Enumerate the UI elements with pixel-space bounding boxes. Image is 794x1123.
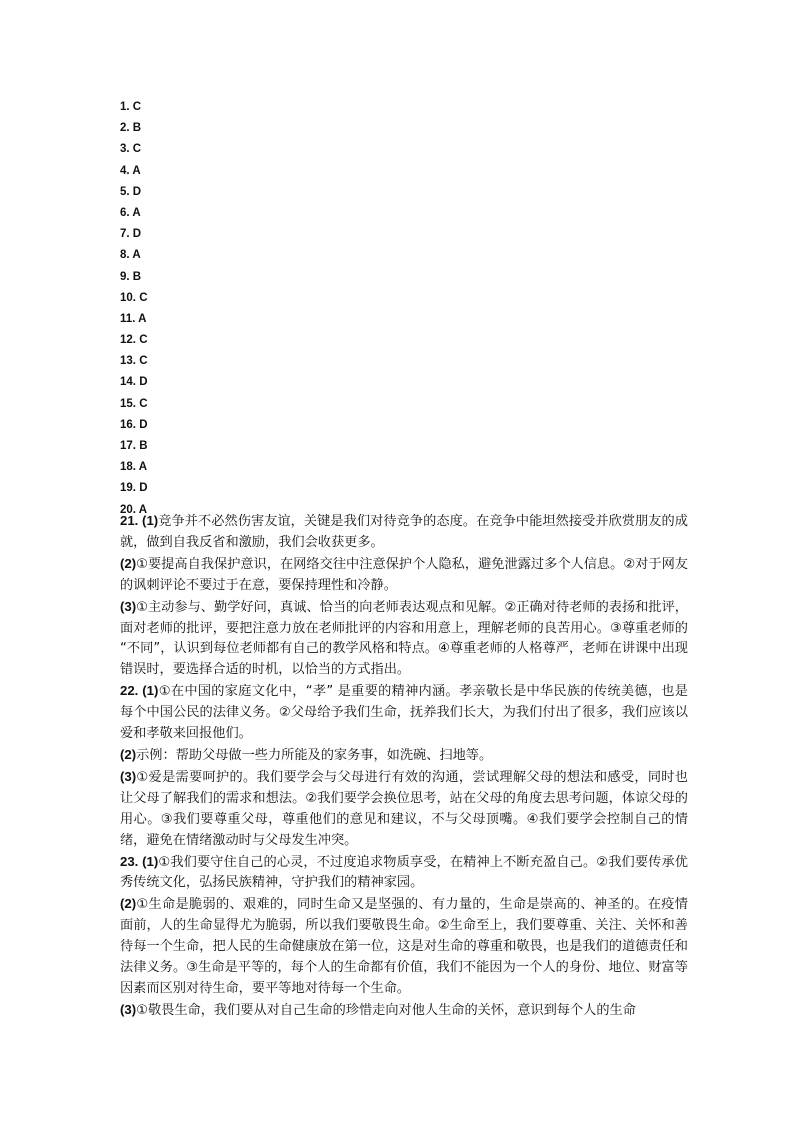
answer-choice: A (132, 249, 141, 262)
question-label: (3) (120, 598, 137, 614)
answer-choice: B (132, 270, 142, 283)
question-label: 22. (1) (120, 683, 159, 699)
answer-row (120, 224, 320, 245)
answer-choice: B (132, 122, 142, 135)
answer-text: ①主动参与、勤学好问，真诚、恰当的向老师表达观点和见解。②正确对待老师的表扬和批评，面对老师的批评，要把注意力放在老师批评的内容和用意上，理解老师的良苦用心。③尊重老师的 “不同”，认识到每位老师都有自己的教学风格和特点。④尊重老师的人格尊严，老师在讲课中出现错误时，要选择合适的时机，以恰当的方式指出。 (120, 599, 688, 678)
answer-paragraph (120, 852, 688, 895)
answer-choice: D (132, 228, 142, 241)
answer-row (120, 351, 320, 372)
question-number: 4. (120, 164, 130, 177)
answer-row (120, 161, 320, 182)
question-label: 23. (1) (120, 853, 159, 869)
answer-choice: C (132, 143, 142, 156)
answer-choice: B (139, 440, 148, 452)
answer-paragraph (120, 767, 688, 852)
question-number: 18. (120, 461, 136, 474)
answer-row (120, 118, 320, 139)
answer-paragraph (120, 597, 688, 682)
answer-choice: D (132, 185, 142, 198)
answer-text: ①我们要守住自己的心灵，不过度追求物质享受，在精神上不断充盈自己。②我们要传承优秀传统文化，弘扬民族精神，守护我们的精神家园。 (120, 854, 688, 891)
answer-choice: C (139, 334, 148, 347)
answer-text: ①要提高自我保护意识，在网络交往中注意保护个人隐私，避免泄露过多个人信息。②对于网友的讽刺评论不要过于在意，要保持理性和冷静。 (120, 556, 688, 593)
answer-row (120, 245, 320, 266)
answer-row (120, 97, 320, 118)
answer-row (120, 330, 320, 351)
answer-row (120, 478, 320, 499)
answer-text: ①敬畏生命，我们要从对自己生命的珍惜走向对他人生命的关怀，意识到每个人的生命 (136, 1002, 636, 1018)
answer-text: 示例：帮助父母做一些力所能及的家务事，如洗碗、扫地等。 (136, 747, 493, 763)
open-question-answers (120, 511, 688, 1022)
answer-text: 竞争并不必然伤害友谊，关键是我们对待竞争的态度。在竞争中能坦然接受并欣赏朋友的成就，做到自我反省和激励，我们会收获更多。 (120, 514, 688, 550)
answer-paragraph (120, 554, 688, 597)
question-number: 17. (120, 440, 136, 452)
question-number: 14. (120, 376, 136, 389)
answer-row (120, 457, 320, 478)
question-number: 13. (120, 355, 136, 368)
answer-choice: C (139, 397, 148, 410)
question-number: 10. (120, 291, 136, 304)
answer-paragraph (120, 1000, 688, 1022)
answer-choice: D (139, 482, 148, 495)
multiple-choice-answers (120, 97, 320, 521)
answer-row (120, 203, 320, 224)
answer-choice: C (139, 355, 148, 368)
answer-choice: A (132, 164, 141, 177)
question-number: 2. (120, 122, 130, 135)
question-number: 8. (120, 249, 130, 262)
question-number: 7. (120, 228, 130, 241)
answer-paragraph (120, 894, 688, 1000)
answer-choice: A (138, 312, 147, 325)
answer-row (120, 309, 320, 330)
answer-row (120, 394, 320, 415)
question-number: 9. (120, 270, 130, 283)
answer-choice: C (139, 291, 148, 304)
question-label: (3) (120, 768, 137, 784)
question-number: 1. (120, 101, 130, 113)
question-label: (2) (120, 555, 137, 571)
question-number: 5. (120, 185, 130, 198)
question-number: 16. (120, 418, 136, 431)
question-number: 6. (120, 206, 130, 219)
answer-row (120, 415, 320, 436)
answer-paragraph (120, 511, 688, 554)
answer-row (120, 436, 320, 457)
answer-choice: D (139, 418, 148, 431)
answer-paragraph (120, 681, 688, 745)
question-number: 19. (120, 482, 136, 495)
question-number: 20. (120, 503, 136, 516)
answer-choice: A (138, 461, 148, 474)
answer-text: ①在中国的家庭文化中，“孝” 是重要的精神内涵。孝亲敬长是中华民族的传统美德，也是每个中国公民的法律义务。②父母给予我们生命，抚养我们长大，为我们付出了很多，我们应该以爱和孝敬来回报他们。 (120, 684, 688, 742)
answer-choice: A (132, 206, 141, 219)
answer-paragraph (120, 745, 688, 767)
answer-row (120, 182, 320, 203)
answer-choice: A (138, 503, 148, 516)
question-number: 11. (120, 312, 136, 325)
question-label: (2) (120, 746, 137, 762)
question-number: 12. (120, 334, 136, 347)
answer-choice: C (132, 101, 142, 113)
question-number: 3. (120, 143, 130, 156)
answer-row (120, 267, 320, 288)
question-label: 21. (1) (120, 513, 159, 528)
question-number: 15. (120, 397, 136, 410)
answer-row (120, 139, 320, 160)
answer-text: ①生命是脆弱的、艰难的，同时生命又是坚强的、有力量的，生命是崇高的、神圣的。在疫情面前，人的生命显得尤为脆弱，所以我们要敬畏生命。②生命至上，我们要尊重、关注、关怀和善待每一个生命，把人民的生命健康放在第一位，这是对生命的尊重和敬畏，也是我们的道德责任和法律义务。③生命是平等的，每个人的生命都有价值，我们不能因为一个人的身份、地位、财富等因素而区别对待生命，要平等地对待每一个生命。 (120, 897, 688, 996)
question-label: (3) (120, 1001, 137, 1017)
answer-text: ①爱是需要呵护的。我们要学会与父母进行有效的沟通，尝试理解父母的想法和感受，同时也让父母了解我们的需求和想法。②我们要学会换位思考，站在父母的角度去思考问题，体谅父母的用心。③我们要尊重父母，尊重他们的意见和建议，不与父母顶嘴。④我们要学会控制自己的情绪，避免在情绪激动时与父母发生冲突。 (120, 769, 688, 848)
answer-row (120, 288, 320, 309)
answer-row (120, 372, 320, 393)
answer-choice: D (139, 376, 148, 389)
question-label: (2) (120, 896, 137, 912)
